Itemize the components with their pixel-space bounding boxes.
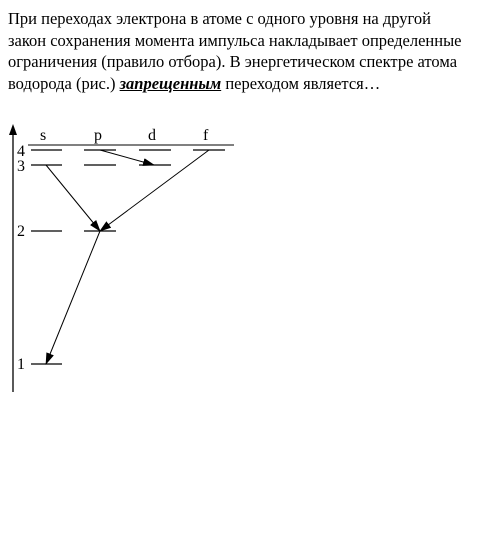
sublevel-label-f: f xyxy=(203,127,209,144)
transition-4p-to-3d xyxy=(100,150,154,165)
question-emphasis: запрещенным xyxy=(119,73,222,93)
level-label-1: 1 xyxy=(17,356,25,373)
energy-axis-arrow xyxy=(9,124,17,135)
level-label-4: 4 xyxy=(17,143,25,160)
question-text-start: При переходах электрона в атоме с одного уровня на другой закон сохранения момента импульса накладывает определенные ограничения (правило отбора). В энергетическом спектре атома водорода (рис.) xyxy=(8,9,462,93)
transition-2p-to-1s xyxy=(46,231,100,364)
transition-3s-to-2p xyxy=(46,165,100,231)
level-label-3: 3 xyxy=(17,158,25,175)
sublevel-label-s: s xyxy=(40,127,47,144)
sublevel-label-p: p xyxy=(94,127,102,144)
level-label-2: 2 xyxy=(17,223,25,240)
sublevel-label-d: d xyxy=(148,127,156,144)
transition-4f-to-2p xyxy=(100,150,209,231)
question-text-end: переходом является… xyxy=(221,73,381,93)
